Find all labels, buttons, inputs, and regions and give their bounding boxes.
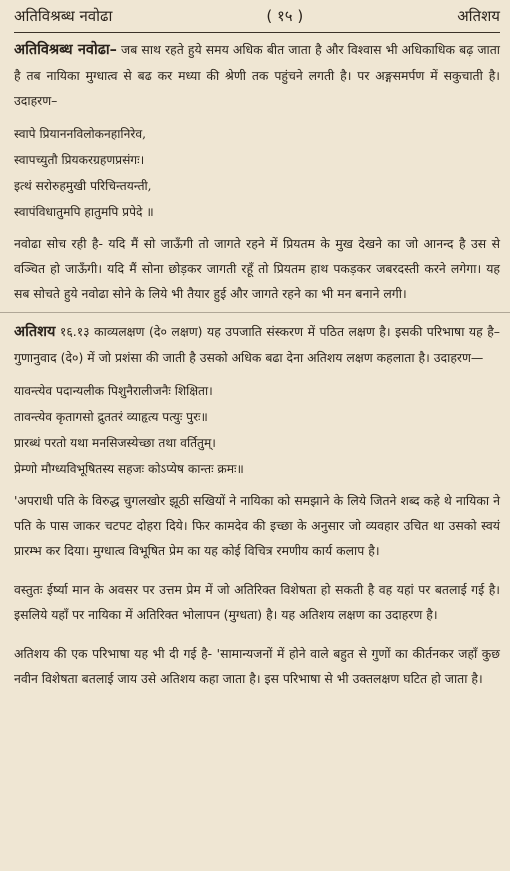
header-right: अतिशय [457,7,500,25]
verse-line: तावन्त्येव कृतागसो द्रुततरं व्याहृत्य पत्युः पुरः॥ [14,410,208,424]
alternate-definition-paragraph: अतिशय की एक परिभाषा यह भी दी गई है- 'सामान्यजनों में होने वाले बहुत से गुणों का कीर्तनकर जहाँ कुछ नवीन विशेषता बतलाई जाय उसे अतिशय कहा जाता है। इस परिभाषा से भी उक्तलक्षण घटित हो जाता है। [14,646,500,686]
entry-ativishrabdha-navodha [14,37,500,113]
page-body [14,37,500,691]
verse-line: यावन्त्येव पदान्यलीक पिशुनैरालीजनैः शिक्षिता। [14,384,213,398]
entry-definition: १६.१३ काव्यलक्षण (दे० लक्षण) यह उपजाति संस्करण में पठित लक्षण है। इसकी परिभाषा यह है– गुणानुवाद (दे०) में जो प्रशंसा की जाती है उसको अधिक बढा देना अतिशय लक्षण कहलाता है। उदाहरण— [14,324,500,365]
paragraph-gap [14,627,500,637]
entry-term: अतिशय [14,324,56,340]
running-header [14,0,500,33]
commentary-paragraph: वस्तुतः ईर्ष्या मान के अवसर पर उत्तम प्रेम में जो अतिरिक्त विशेषता हो सकती है वह यहां पर बतलाई गई है। इसलिये यहाँ पर नायिका में अतिरिक्त भोलापन (मुग्धता) है। यह अतिशय लक्षण का उदाहरण है। [14,582,500,622]
entry-definition: जब साथ रहते हुये समय अधिक बीत जाता है और विश्वास भी अधिकाधिक बढ़ जाता है तब नायिका मुग्धात्व से बढ कर मध्या की श्रेणी तक पहुंचने लगती है। पर अङ्गसमर्पण में सकुचाती है। उदाहरण– [14,42,500,108]
verse-line: स्वापे प्रियाननविलोकनहानिरेव, [14,127,146,141]
page-number: ( १५ ) [266,7,304,25]
paragraph-gap [14,563,500,573]
verse-example-1 [14,121,500,225]
verse-line: प्रारब्धं परतो यथा मनसिजस्येच्छा तथा वर्तितुम्। [14,436,216,450]
verse-example-2 [14,378,500,482]
verse-translation-2: 'अपराधी पति के विरुद्ध चुगलखोर झूठी सखियों ने नायिका को समझाने के लिये जितने शब्द कहे थे नायिका ने पति के पास जाकर चटपट दोहरा दिये। फिर कामदेव की इच्छा के अनुसार जो व्यवहार उचित था उसको स्वयं प्रारम्भ कर दिया। मुग्धात्व विभूषित प्रेम का यह कोई विचित्र रमणीय कार्य कलाप है। [14,493,500,558]
verse-line: इत्थं सरोरुहमुखी परिचिन्तयन्ती, [14,179,152,193]
entry-term: अतिविश्रब्ध नवोढा– [14,42,117,58]
entry-atishay [14,319,500,370]
verse-line: प्रेम्णो मौग्ध्यविभूषितस्य सहजः कोऽप्येष कान्तः क्रमः॥ [14,462,244,476]
header-left: अतिविश्रब्ध नवोढा [14,7,113,25]
verse-line: स्वापंविधातुमपि हातुमपि प्रपेदे ॥ [14,205,154,219]
section-divider [0,312,510,313]
verse-line: स्वापच्युतौ प्रियकरग्रहणप्रसंगः। [14,153,145,167]
verse-explanation-1: नवोढा सोच रही है- यदि मैं सो जाऊँगी तो जागते रहने में प्रियतम के मुख देखने का जो आनन्द है उस से वञ्चित हो जाऊँगी। यदि मैं सोना छोड़कर जागती रहूँ तो प्रियतम हाथ पकड़कर जबरदस्ती करने लगेगा। यह सब सोचते हुये नवोढा सोने के लिये भी तैयार हुई और जागते रहने का भी मन बनाने लगी। [14,236,500,301]
